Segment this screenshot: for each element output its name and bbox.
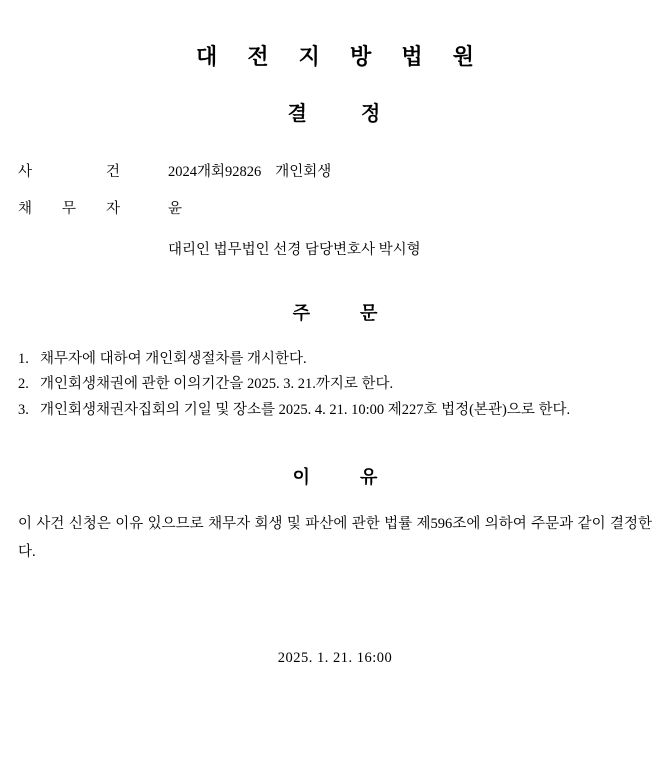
order-item bbox=[18, 347, 652, 372]
meta-label-debtor-char-2: 자 bbox=[105, 201, 120, 217]
meta-label-case-char-1: 건 bbox=[105, 164, 120, 180]
case-meta bbox=[18, 160, 652, 259]
meta-label-debtor-char-1: 무 bbox=[61, 201, 76, 217]
order-heading-right: 문 bbox=[360, 303, 378, 323]
order-item bbox=[18, 398, 652, 423]
case-number: 2024개회92826 bbox=[168, 164, 262, 180]
meta-value-debtor bbox=[168, 197, 652, 218]
meta-label-debtor-char-0: 채 bbox=[18, 201, 33, 217]
meta-row-debtor bbox=[18, 197, 652, 218]
decision-datetime: 2025. 1. 21. 16:00 bbox=[277, 650, 393, 667]
reason-section-heading bbox=[18, 463, 652, 489]
debtor-name: 윤 bbox=[168, 201, 183, 217]
order-item-text: 개인회생채권자집회의 기일 및 장소를 2025. 4. 21. 10:00 제227호 법정(본관)으로 한다. bbox=[40, 401, 571, 418]
meta-label-debtor bbox=[18, 197, 168, 218]
order-section-heading bbox=[18, 299, 652, 325]
meta-row-case bbox=[18, 160, 652, 181]
court-title: 대 전 지 방 법 원 bbox=[195, 44, 487, 69]
meta-label-case bbox=[18, 160, 168, 181]
order-item-number: 1. bbox=[18, 351, 29, 367]
document-type-left: 결 bbox=[287, 103, 309, 125]
order-item-text: 채무자에 대하여 개인회생절차를 개시한다. bbox=[40, 351, 307, 367]
document-type-right: 정 bbox=[361, 103, 383, 125]
order-item-number: 3. bbox=[18, 401, 29, 418]
order-item-number: 2. bbox=[18, 376, 29, 393]
meta-value-case bbox=[168, 160, 652, 181]
reason-heading-left: 이 bbox=[292, 467, 310, 488]
order-item bbox=[18, 372, 652, 397]
representative-line: 대리인 법무법인 선경 담당변호사 박시형 bbox=[168, 242, 421, 258]
case-type: 개인회생 bbox=[275, 164, 332, 180]
reason-heading-right: 유 bbox=[360, 467, 378, 488]
order-item-text: 개인회생채권에 관한 이의기간을 2025. 3. 21.까지로 한다. bbox=[40, 376, 394, 393]
order-list bbox=[18, 347, 652, 423]
document-page bbox=[0, 40, 670, 778]
order-heading-left: 주 bbox=[292, 303, 310, 323]
reason-text: 이 사건 신청은 이유 있으므로 채무자 회생 및 파산에 관한 법률 제596조에 의하여 주문과 같이 결정한다. bbox=[18, 516, 652, 560]
meta-label-case-char-0: 사 bbox=[18, 164, 33, 180]
document-type-heading bbox=[18, 97, 652, 126]
